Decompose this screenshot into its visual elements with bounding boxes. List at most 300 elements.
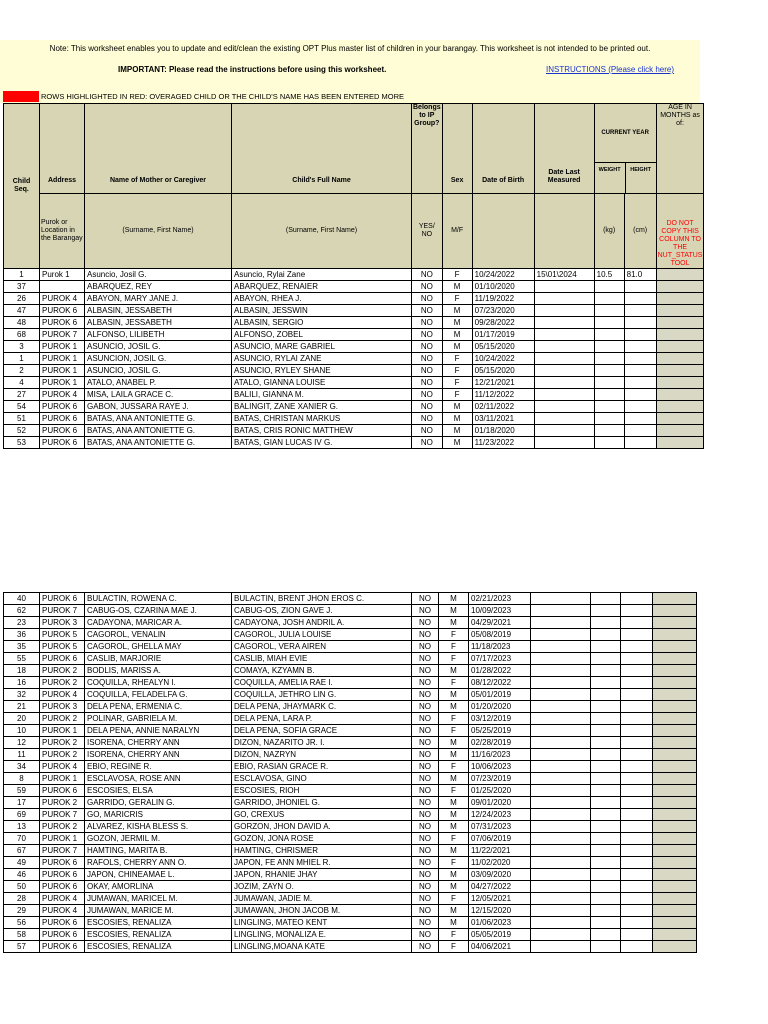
cell-date-measured[interactable] xyxy=(534,281,594,293)
cell-sex[interactable]: F xyxy=(439,761,469,773)
cell-weight[interactable] xyxy=(594,377,624,389)
cell-child-name[interactable]: GO, CREXUS xyxy=(232,809,412,821)
cell-mother-name[interactable]: BATAS, ANA ANTONIETTE G. xyxy=(85,425,232,437)
cell-mother-name[interactable]: GARRIDO, GERALIN G. xyxy=(85,797,232,809)
cell-child-name[interactable]: JAPON, FE ANN MHIEL R. xyxy=(232,857,412,869)
cell-ip-group[interactable]: NO xyxy=(412,401,443,413)
cell-date-measured[interactable] xyxy=(531,941,591,953)
cell-weight[interactable] xyxy=(591,665,621,677)
cell-sex[interactable]: F xyxy=(439,629,469,641)
cell-height[interactable] xyxy=(621,845,653,857)
cell-child-name[interactable]: CABUG-OS, ZION GAVE J. xyxy=(232,605,412,617)
cell-address[interactable]: PUROK 6 xyxy=(40,401,85,413)
cell-age-months[interactable] xyxy=(653,797,697,809)
cell-address[interactable]: PUROK 6 xyxy=(40,305,85,317)
cell-age-months[interactable] xyxy=(653,725,697,737)
cell-ip-group[interactable]: NO xyxy=(412,725,439,737)
cell-height[interactable] xyxy=(624,413,656,425)
cell-ip-group[interactable]: NO xyxy=(412,341,443,353)
cell-ip-group[interactable]: NO xyxy=(412,689,439,701)
cell-age-months[interactable] xyxy=(653,821,697,833)
cell-weight[interactable] xyxy=(591,725,621,737)
cell-height[interactable] xyxy=(621,641,653,653)
cell-child-name[interactable]: CASLIB, MIAH EVIE xyxy=(232,653,412,665)
cell-height[interactable]: 81.0 xyxy=(624,269,656,281)
cell-child-name[interactable]: ASUNCIO, RYLEY SHANE xyxy=(232,365,412,377)
cell-weight[interactable] xyxy=(591,821,621,833)
cell-age-months[interactable] xyxy=(653,785,697,797)
cell-ip-group[interactable]: NO xyxy=(412,881,439,893)
cell-child-seq[interactable]: 36 xyxy=(4,629,40,641)
cell-height[interactable] xyxy=(621,785,653,797)
cell-date-measured[interactable] xyxy=(531,677,591,689)
cell-height[interactable] xyxy=(621,701,653,713)
cell-height[interactable] xyxy=(621,857,653,869)
cell-sex[interactable]: M xyxy=(439,593,469,605)
cell-sex[interactable]: M xyxy=(439,701,469,713)
cell-address[interactable]: PUROK 7 xyxy=(40,845,85,857)
cell-address[interactable]: PUROK 1 xyxy=(40,377,85,389)
cell-ip-group[interactable]: NO xyxy=(412,917,439,929)
cell-weight[interactable] xyxy=(591,593,621,605)
cell-mother-name[interactable]: OKAY, AMORLINA xyxy=(85,881,232,893)
cell-ip-group[interactable]: NO xyxy=(412,701,439,713)
cell-ip-group[interactable]: NO xyxy=(412,281,443,293)
cell-dob[interactable]: 05/15/2020 xyxy=(472,341,534,353)
cell-child-name[interactable]: BATAS, CRIS RONIC MATTHEW xyxy=(232,425,412,437)
cell-address[interactable]: PUROK 6 xyxy=(40,413,85,425)
cell-mother-name[interactable]: JUMAWAN, MARICE M. xyxy=(85,905,232,917)
cell-dob[interactable]: 01/06/2023 xyxy=(469,917,531,929)
cell-ip-group[interactable]: NO xyxy=(412,785,439,797)
cell-child-name[interactable]: JUMAWAN, JHON JACOB M. xyxy=(232,905,412,917)
cell-child-seq[interactable]: 34 xyxy=(4,761,40,773)
cell-mother-name[interactable]: ASUNCIO, JOSIL G. xyxy=(85,365,232,377)
cell-child-name[interactable]: JUMAWAN, JADIE M. xyxy=(232,893,412,905)
cell-child-name[interactable]: BALINGIT, ZANE XANIER G. xyxy=(232,401,412,413)
cell-weight[interactable] xyxy=(594,341,624,353)
cell-child-seq[interactable]: 59 xyxy=(4,785,40,797)
cell-height[interactable] xyxy=(621,713,653,725)
cell-date-measured[interactable] xyxy=(531,905,591,917)
cell-child-seq[interactable]: 10 xyxy=(4,725,40,737)
cell-date-measured[interactable] xyxy=(531,701,591,713)
cell-mother-name[interactable]: CABUG-OS, CZARINA MAE J. xyxy=(85,605,232,617)
cell-age-months[interactable] xyxy=(656,317,704,329)
cell-sex[interactable]: F xyxy=(439,677,469,689)
cell-child-seq[interactable]: 35 xyxy=(4,641,40,653)
cell-child-seq[interactable]: 53 xyxy=(4,437,40,449)
cell-child-seq[interactable]: 17 xyxy=(4,797,40,809)
cell-ip-group[interactable]: NO xyxy=(412,437,443,449)
cell-child-name[interactable]: ABARQUEZ, RENAIER xyxy=(232,281,412,293)
cell-child-name[interactable]: ABAYON, RHEA J. xyxy=(232,293,412,305)
cell-child-seq[interactable]: 28 xyxy=(4,893,40,905)
cell-address[interactable]: PUROK 6 xyxy=(40,869,85,881)
cell-address[interactable]: PUROK 2 xyxy=(40,665,85,677)
cell-dob[interactable]: 12/24/2023 xyxy=(469,809,531,821)
cell-child-name[interactable]: LINGLING, MONALIZA E. xyxy=(232,929,412,941)
cell-address[interactable]: PUROK 4 xyxy=(40,389,85,401)
cell-ip-group[interactable]: NO xyxy=(412,305,443,317)
cell-sex[interactable]: F xyxy=(439,713,469,725)
cell-height[interactable] xyxy=(621,869,653,881)
cell-date-measured[interactable] xyxy=(531,689,591,701)
cell-sex[interactable]: M xyxy=(439,665,469,677)
cell-weight[interactable]: 10.5 xyxy=(594,269,624,281)
cell-ip-group[interactable]: NO xyxy=(412,773,439,785)
cell-weight[interactable] xyxy=(591,905,621,917)
cell-date-measured[interactable] xyxy=(534,437,594,449)
cell-child-seq[interactable]: 29 xyxy=(4,905,40,917)
cell-date-measured[interactable] xyxy=(531,785,591,797)
cell-height[interactable] xyxy=(624,341,656,353)
cell-ip-group[interactable]: NO xyxy=(412,905,439,917)
cell-address[interactable]: PUROK 7 xyxy=(40,329,85,341)
cell-mother-name[interactable]: ASUNCIO, JOSIL G. xyxy=(85,341,232,353)
cell-child-name[interactable]: BATAS, GIAN LUCAS IV G. xyxy=(232,437,412,449)
cell-mother-name[interactable]: ISORENA, CHERRY ANN xyxy=(85,737,232,749)
cell-dob[interactable]: 10/24/2022 xyxy=(472,353,534,365)
cell-weight[interactable] xyxy=(594,305,624,317)
cell-date-measured[interactable] xyxy=(534,413,594,425)
cell-weight[interactable] xyxy=(594,317,624,329)
cell-mother-name[interactable]: ATALO, ANABEL P. xyxy=(85,377,232,389)
cell-weight[interactable] xyxy=(594,365,624,377)
cell-address[interactable]: PUROK 2 xyxy=(40,821,85,833)
cell-height[interactable] xyxy=(621,665,653,677)
cell-child-seq[interactable]: 32 xyxy=(4,689,40,701)
cell-dob[interactable]: 08/12/2022 xyxy=(469,677,531,689)
cell-dob[interactable]: 02/28/2019 xyxy=(469,737,531,749)
cell-age-months[interactable] xyxy=(653,713,697,725)
cell-date-measured[interactable] xyxy=(534,425,594,437)
cell-date-measured[interactable] xyxy=(531,761,591,773)
cell-date-measured[interactable]: 15\01\2024 xyxy=(534,269,594,281)
cell-mother-name[interactable]: ALVAREZ, KISHA BLESS S. xyxy=(85,821,232,833)
cell-dob[interactable]: 07/31/2023 xyxy=(469,821,531,833)
cell-address[interactable]: PUROK 4 xyxy=(40,893,85,905)
cell-age-months[interactable] xyxy=(656,293,704,305)
cell-weight[interactable] xyxy=(591,797,621,809)
cell-ip-group[interactable]: NO xyxy=(412,389,443,401)
cell-ip-group[interactable]: NO xyxy=(412,941,439,953)
cell-child-name[interactable]: EBIO, RASIAN GRACE R. xyxy=(232,761,412,773)
cell-child-name[interactable]: DELA PENA, LARA P. xyxy=(232,713,412,725)
cell-age-months[interactable] xyxy=(653,737,697,749)
cell-date-measured[interactable] xyxy=(531,749,591,761)
cell-child-name[interactable]: LINGLING,MOANA KATE xyxy=(232,941,412,953)
cell-ip-group[interactable]: NO xyxy=(412,869,439,881)
cell-address[interactable]: PUROK 3 xyxy=(40,701,85,713)
cell-child-name[interactable]: BULACTIN, BRENT JHON EROS C. xyxy=(232,593,412,605)
cell-mother-name[interactable]: RAFOLS, CHERRY ANN O. xyxy=(85,857,232,869)
cell-height[interactable] xyxy=(621,749,653,761)
cell-address[interactable]: PUROK 6 xyxy=(40,425,85,437)
cell-height[interactable] xyxy=(621,725,653,737)
cell-dob[interactable]: 01/17/2019 xyxy=(472,329,534,341)
cell-date-measured[interactable] xyxy=(531,773,591,785)
cell-dob[interactable]: 11/18/2023 xyxy=(469,641,531,653)
cell-date-measured[interactable] xyxy=(531,917,591,929)
cell-address[interactable]: PUROK 3 xyxy=(40,617,85,629)
cell-mother-name[interactable]: ALBASIN, JESSABETH xyxy=(85,317,232,329)
cell-child-seq[interactable]: 23 xyxy=(4,617,40,629)
cell-sex[interactable]: M xyxy=(442,425,472,437)
cell-dob[interactable]: 02/21/2023 xyxy=(469,593,531,605)
cell-child-seq[interactable]: 20 xyxy=(4,713,40,725)
cell-height[interactable] xyxy=(624,293,656,305)
cell-ip-group[interactable]: NO xyxy=(412,317,443,329)
cell-address[interactable]: PUROK 1 xyxy=(40,725,85,737)
cell-dob[interactable]: 03/11/2021 xyxy=(472,413,534,425)
cell-sex[interactable]: F xyxy=(439,641,469,653)
cell-child-name[interactable]: HAMTING, CHRISMER xyxy=(232,845,412,857)
cell-height[interactable] xyxy=(621,677,653,689)
cell-height[interactable] xyxy=(621,773,653,785)
cell-ip-group[interactable]: NO xyxy=(412,269,443,281)
cell-mother-name[interactable]: CASLIB, MARJORIE xyxy=(85,653,232,665)
cell-mother-name[interactable]: POLINAR, GABRIELA M. xyxy=(85,713,232,725)
cell-date-measured[interactable] xyxy=(531,797,591,809)
cell-child-seq[interactable]: 27 xyxy=(4,389,40,401)
cell-mother-name[interactable]: ALBASIN, JESSABETH xyxy=(85,305,232,317)
cell-address[interactable]: PUROK 6 xyxy=(40,785,85,797)
cell-weight[interactable] xyxy=(591,629,621,641)
cell-child-seq[interactable]: 11 xyxy=(4,749,40,761)
cell-height[interactable] xyxy=(624,437,656,449)
cell-height[interactable] xyxy=(624,281,656,293)
cell-weight[interactable] xyxy=(591,617,621,629)
cell-date-measured[interactable] xyxy=(531,593,591,605)
cell-dob[interactable]: 11/16/2023 xyxy=(469,749,531,761)
cell-age-months[interactable] xyxy=(656,353,704,365)
cell-date-measured[interactable] xyxy=(534,317,594,329)
cell-ip-group[interactable]: NO xyxy=(412,761,439,773)
cell-mother-name[interactable]: DELA PENA, ERMENIA C. xyxy=(85,701,232,713)
cell-weight[interactable] xyxy=(591,605,621,617)
cell-sex[interactable]: F xyxy=(439,857,469,869)
cell-dob[interactable]: 01/10/2020 xyxy=(472,281,534,293)
cell-address[interactable]: PUROK 7 xyxy=(40,809,85,821)
cell-date-measured[interactable] xyxy=(534,401,594,413)
cell-child-seq[interactable]: 47 xyxy=(4,305,40,317)
cell-age-months[interactable] xyxy=(653,929,697,941)
cell-sex[interactable]: F xyxy=(439,725,469,737)
cell-ip-group[interactable]: NO xyxy=(412,425,443,437)
cell-height[interactable] xyxy=(621,617,653,629)
cell-mother-name[interactable]: MISA, LAILA GRACE C. xyxy=(85,389,232,401)
cell-sex[interactable]: M xyxy=(439,773,469,785)
cell-sex[interactable]: M xyxy=(439,617,469,629)
cell-dob[interactable]: 10/09/2023 xyxy=(469,605,531,617)
cell-height[interactable] xyxy=(621,809,653,821)
cell-child-seq[interactable]: 69 xyxy=(4,809,40,821)
cell-sex[interactable]: F xyxy=(439,785,469,797)
cell-dob[interactable]: 12/15/2020 xyxy=(469,905,531,917)
cell-age-months[interactable] xyxy=(653,653,697,665)
cell-mother-name[interactable]: GOZON, JERMIL M. xyxy=(85,833,232,845)
cell-child-seq[interactable]: 50 xyxy=(4,881,40,893)
cell-mother-name[interactable]: DELA PENA, ANNIE NARALYN xyxy=(85,725,232,737)
cell-ip-group[interactable]: NO xyxy=(412,845,439,857)
cell-child-name[interactable]: GORZON, JHON DAVID A. xyxy=(232,821,412,833)
cell-height[interactable] xyxy=(621,593,653,605)
cell-child-seq[interactable]: 4 xyxy=(4,377,40,389)
cell-weight[interactable] xyxy=(594,281,624,293)
cell-address[interactable]: PUROK 4 xyxy=(40,905,85,917)
cell-weight[interactable] xyxy=(591,641,621,653)
cell-mother-name[interactable]: CADAYONA, MARICAR A. xyxy=(85,617,232,629)
cell-child-seq[interactable]: 16 xyxy=(4,677,40,689)
cell-weight[interactable] xyxy=(591,941,621,953)
cell-address[interactable]: PUROK 5 xyxy=(40,629,85,641)
cell-date-measured[interactable] xyxy=(531,833,591,845)
cell-sex[interactable]: F xyxy=(439,941,469,953)
cell-age-months[interactable] xyxy=(656,389,704,401)
cell-sex[interactable]: M xyxy=(442,329,472,341)
cell-sex[interactable]: M xyxy=(442,401,472,413)
cell-child-name[interactable]: ATALO, GIANNA LOUISE xyxy=(232,377,412,389)
cell-date-measured[interactable] xyxy=(534,377,594,389)
cell-dob[interactable]: 11/19/2022 xyxy=(472,293,534,305)
cell-height[interactable] xyxy=(621,737,653,749)
cell-weight[interactable] xyxy=(594,401,624,413)
cell-age-months[interactable] xyxy=(653,869,697,881)
cell-address[interactable]: PUROK 2 xyxy=(40,749,85,761)
cell-ip-group[interactable]: NO xyxy=(412,293,443,305)
cell-address[interactable]: Purok 1 xyxy=(40,269,85,281)
cell-sex[interactable]: M xyxy=(439,797,469,809)
cell-address[interactable]: PUROK 6 xyxy=(40,881,85,893)
cell-date-measured[interactable] xyxy=(531,653,591,665)
cell-age-months[interactable] xyxy=(656,365,704,377)
cell-mother-name[interactable]: ISORENA, CHERRY ANN xyxy=(85,749,232,761)
cell-age-months[interactable] xyxy=(656,341,704,353)
cell-sex[interactable]: M xyxy=(439,845,469,857)
cell-child-name[interactable]: CADAYONA, JOSH ANDRIL A. xyxy=(232,617,412,629)
cell-weight[interactable] xyxy=(591,833,621,845)
cell-dob[interactable]: 01/25/2020 xyxy=(469,785,531,797)
cell-dob[interactable]: 10/24/2022 xyxy=(472,269,534,281)
cell-child-seq[interactable]: 49 xyxy=(4,857,40,869)
cell-sex[interactable]: M xyxy=(439,917,469,929)
cell-mother-name[interactable]: ASUNCION, JOSIL G. xyxy=(85,353,232,365)
cell-dob[interactable]: 11/23/2022 xyxy=(472,437,534,449)
cell-mother-name[interactable]: CAGOROL, GHELLA MAY xyxy=(85,641,232,653)
cell-date-measured[interactable] xyxy=(534,389,594,401)
cell-address[interactable]: PUROK 2 xyxy=(40,797,85,809)
cell-height[interactable] xyxy=(621,821,653,833)
cell-child-seq[interactable]: 55 xyxy=(4,653,40,665)
cell-sex[interactable]: M xyxy=(442,437,472,449)
cell-weight[interactable] xyxy=(594,389,624,401)
cell-height[interactable] xyxy=(621,761,653,773)
cell-age-months[interactable] xyxy=(656,305,704,317)
cell-child-seq[interactable]: 3 xyxy=(4,341,40,353)
cell-dob[interactable]: 05/15/2020 xyxy=(472,365,534,377)
cell-dob[interactable]: 03/12/2019 xyxy=(469,713,531,725)
cell-mother-name[interactable]: BULACTIN, ROWENA C. xyxy=(85,593,232,605)
cell-ip-group[interactable]: NO xyxy=(412,629,439,641)
cell-age-months[interactable] xyxy=(653,593,697,605)
cell-age-months[interactable] xyxy=(653,905,697,917)
cell-height[interactable] xyxy=(624,377,656,389)
cell-child-seq[interactable]: 62 xyxy=(4,605,40,617)
cell-age-months[interactable] xyxy=(656,413,704,425)
cell-height[interactable] xyxy=(624,365,656,377)
cell-sex[interactable]: F xyxy=(439,833,469,845)
cell-weight[interactable] xyxy=(591,809,621,821)
cell-mother-name[interactable]: ESCOSIES, RENALIZA xyxy=(85,917,232,929)
cell-mother-name[interactable]: Asuncio, Josil G. xyxy=(85,269,232,281)
cell-weight[interactable] xyxy=(591,677,621,689)
cell-height[interactable] xyxy=(621,689,653,701)
cell-height[interactable] xyxy=(624,329,656,341)
cell-age-months[interactable] xyxy=(653,677,697,689)
cell-mother-name[interactable]: ESCOSIES, RENALIZA xyxy=(85,929,232,941)
cell-dob[interactable]: 11/12/2022 xyxy=(472,389,534,401)
cell-weight[interactable] xyxy=(591,893,621,905)
cell-child-name[interactable]: BALILI, GIANNA M. xyxy=(232,389,412,401)
cell-ip-group[interactable]: NO xyxy=(412,653,439,665)
cell-height[interactable] xyxy=(624,353,656,365)
cell-address[interactable]: PUROK 1 xyxy=(40,365,85,377)
cell-date-measured[interactable] xyxy=(534,341,594,353)
cell-child-name[interactable]: DIZON, NAZRYN xyxy=(232,749,412,761)
cell-child-seq[interactable]: 51 xyxy=(4,413,40,425)
cell-dob[interactable]: 01/20/2020 xyxy=(469,701,531,713)
cell-address[interactable]: PUROK 4 xyxy=(40,293,85,305)
cell-dob[interactable]: 09/01/2020 xyxy=(469,797,531,809)
cell-ip-group[interactable]: NO xyxy=(412,929,439,941)
cell-child-name[interactable]: COQUILLA, JETHRO LIN G. xyxy=(232,689,412,701)
cell-age-months[interactable] xyxy=(656,377,704,389)
cell-weight[interactable] xyxy=(591,869,621,881)
cell-ip-group[interactable]: NO xyxy=(412,833,439,845)
cell-sex[interactable]: M xyxy=(442,317,472,329)
cell-address[interactable]: PUROK 6 xyxy=(40,653,85,665)
cell-height[interactable] xyxy=(621,893,653,905)
cell-age-months[interactable] xyxy=(653,617,697,629)
cell-mother-name[interactable]: JUMAWAN, MARICEL M. xyxy=(85,893,232,905)
cell-child-name[interactable]: ASUNCIO, MARE GABRIEL xyxy=(232,341,412,353)
cell-dob[interactable]: 05/01/2019 xyxy=(469,689,531,701)
cell-mother-name[interactable]: BODLIS, MARISS A. xyxy=(85,665,232,677)
cell-dob[interactable]: 04/29/2021 xyxy=(469,617,531,629)
cell-height[interactable] xyxy=(621,905,653,917)
cell-sex[interactable]: F xyxy=(442,353,472,365)
cell-height[interactable] xyxy=(624,389,656,401)
cell-address[interactable]: PUROK 6 xyxy=(40,317,85,329)
cell-address[interactable]: PUROK 7 xyxy=(40,605,85,617)
cell-child-name[interactable]: ASUNCIO, RYLAI ZANE xyxy=(232,353,412,365)
cell-weight[interactable] xyxy=(591,845,621,857)
cell-date-measured[interactable] xyxy=(531,869,591,881)
cell-sex[interactable]: M xyxy=(439,605,469,617)
cell-weight[interactable] xyxy=(591,701,621,713)
cell-date-measured[interactable] xyxy=(531,725,591,737)
cell-height[interactable] xyxy=(621,917,653,929)
cell-ip-group[interactable]: NO xyxy=(412,857,439,869)
cell-dob[interactable]: 09/28/2022 xyxy=(472,317,534,329)
cell-child-name[interactable]: GOZON, JONA ROSE xyxy=(232,833,412,845)
cell-child-name[interactable]: CAGOROL, JULIA LOUISE xyxy=(232,629,412,641)
cell-address[interactable]: PUROK 2 xyxy=(40,713,85,725)
cell-sex[interactable]: F xyxy=(442,377,472,389)
cell-height[interactable] xyxy=(624,305,656,317)
cell-address[interactable]: PUROK 4 xyxy=(40,689,85,701)
